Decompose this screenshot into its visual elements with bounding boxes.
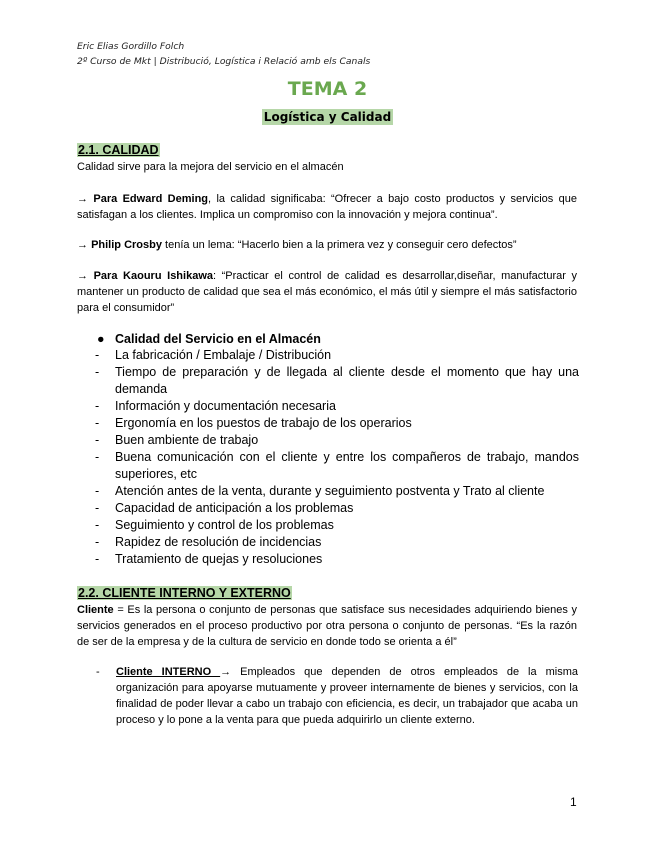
quote-deming [77, 191, 577, 223]
dash-icon: - [95, 399, 100, 413]
arrow-icon: → [77, 193, 88, 205]
quote-text: : “Practicar el control de calidad es desarrollar,diseñar, manufacturar y mantener un producto de calidad que sea el más económico, el más útil y siempre el más satisfactorio para el consumidor” [77, 270, 577, 314]
list-item [95, 500, 579, 517]
list-item [95, 483, 579, 500]
page-number: 1 [570, 795, 577, 809]
dash-icon: - [95, 484, 100, 498]
list-item [95, 347, 579, 364]
dash-icon: - [95, 535, 100, 549]
arrow-icon: → [77, 239, 88, 251]
definition-text: = Es la persona o conjunto de personas que satisface sus necesidades adquiriendo bienes y servicios generados en el proceso productivo por otra persona o conjunto de personas. “Es la razón de ser de la empresa y de la cultura de servicio en donde todo se orienta a él” [77, 604, 577, 648]
page-title: TEMA 2 [287, 78, 368, 100]
list-item-text: Atención antes de la venta, durante y seguimiento postventa y Trato al cliente [115, 484, 545, 498]
list-item [95, 398, 579, 415]
list-item-text: Rapidez de resolución de incidencias [115, 535, 322, 549]
arrow-icon: → [77, 270, 88, 282]
list-item [95, 517, 579, 534]
dash-icon: - [95, 501, 100, 515]
list-item [95, 415, 579, 432]
header-author: Eric Elias Gordillo Folch [77, 41, 185, 52]
quote-author: Philip Crosby [91, 239, 162, 251]
quote-text: , la calidad significaba: “Ofrecer a bajo costo productos y servicios que satisfagan a los clientes. Implica un compromiso con la innovación y mejora continua”. [77, 193, 577, 221]
list-item-text: La fabricación / Embalaje / Distribución [115, 348, 332, 362]
quality-list [95, 347, 579, 568]
dash-icon: - [95, 365, 100, 379]
sub-item-term: Cliente INTERNO [116, 666, 221, 678]
dash-icon: - [95, 450, 100, 464]
quote-author: Para Edward Deming [93, 193, 209, 205]
list-item-text: Ergonomía en los puestos de trabajo de los operarios [115, 416, 412, 430]
list-item-text: Buen ambiente de trabajo [115, 433, 259, 447]
cliente-definition [77, 602, 577, 650]
dash-icon: - [95, 518, 100, 532]
list-item [95, 534, 579, 551]
dash-icon: - [96, 666, 100, 678]
subtitle-wrap [0, 108, 655, 126]
sub-item-body [96, 664, 578, 728]
bullet-heading-text: Calidad del Servicio en el Almacén [115, 332, 321, 346]
list-item-text: Información y documentación necesaria [115, 399, 336, 413]
section-heading-cliente: 2.2. CLIENTE INTERNO Y EXTERNO [78, 586, 291, 600]
list-item-text: Tiempo de preparación y de llegada al cliente desde el momento que hay una demanda [115, 365, 579, 396]
list-item [95, 432, 579, 449]
quote-text: tenía un lema: “Hacerlo bien a la primera vez y conseguir cero defectos” [161, 239, 517, 251]
dash-icon: - [95, 433, 100, 447]
dash-icon: - [95, 348, 100, 362]
section-heading-calidad: 2.1. CALIDAD [78, 143, 159, 157]
list-item-text: Seguimiento y control de los problemas [115, 518, 334, 532]
quote-crosby [77, 237, 577, 253]
list-item-text: Tratamiento de quejas y resoluciones [115, 552, 323, 566]
page-subtitle: Logística y Calidad [263, 110, 392, 124]
bullet-icon: ● [97, 332, 105, 346]
list-item [95, 364, 579, 398]
section-intro: Calidad sirve para la mejora del servicio en el almacén [77, 161, 344, 173]
sub-item-text: → Empleados que dependen de otros empleados de la misma organización para apoyarse mutuamente y proveer internamente de bienes y servicios, con la finalidad de poder llevar a cabo un trabajo con eficiencia, es decir, un trabajador que acaba un proceso y lo pone a la venta para que pueda adquirirlo un cliente externo. [116, 666, 578, 726]
sub-item-cliente-interno [96, 664, 578, 728]
quote-author: Para Kaouru Ishikawa [93, 270, 213, 282]
list-item-text: Capacidad de anticipación a los problemas [115, 501, 354, 515]
list-item-text: Buena comunicación con el cliente y entre los compañeros de trabajo, mandos superiores, etc [115, 450, 579, 481]
list-item [95, 551, 579, 568]
bullet-heading [97, 331, 321, 347]
quote-ishikawa [77, 268, 577, 316]
list-item [95, 449, 579, 483]
definition-term: Cliente [77, 604, 114, 616]
dash-icon: - [95, 416, 100, 430]
header-course: 2º Curso de Mkt | Distribució, Logística i Relació amb els Canals [77, 56, 371, 67]
dash-icon: - [95, 552, 100, 566]
